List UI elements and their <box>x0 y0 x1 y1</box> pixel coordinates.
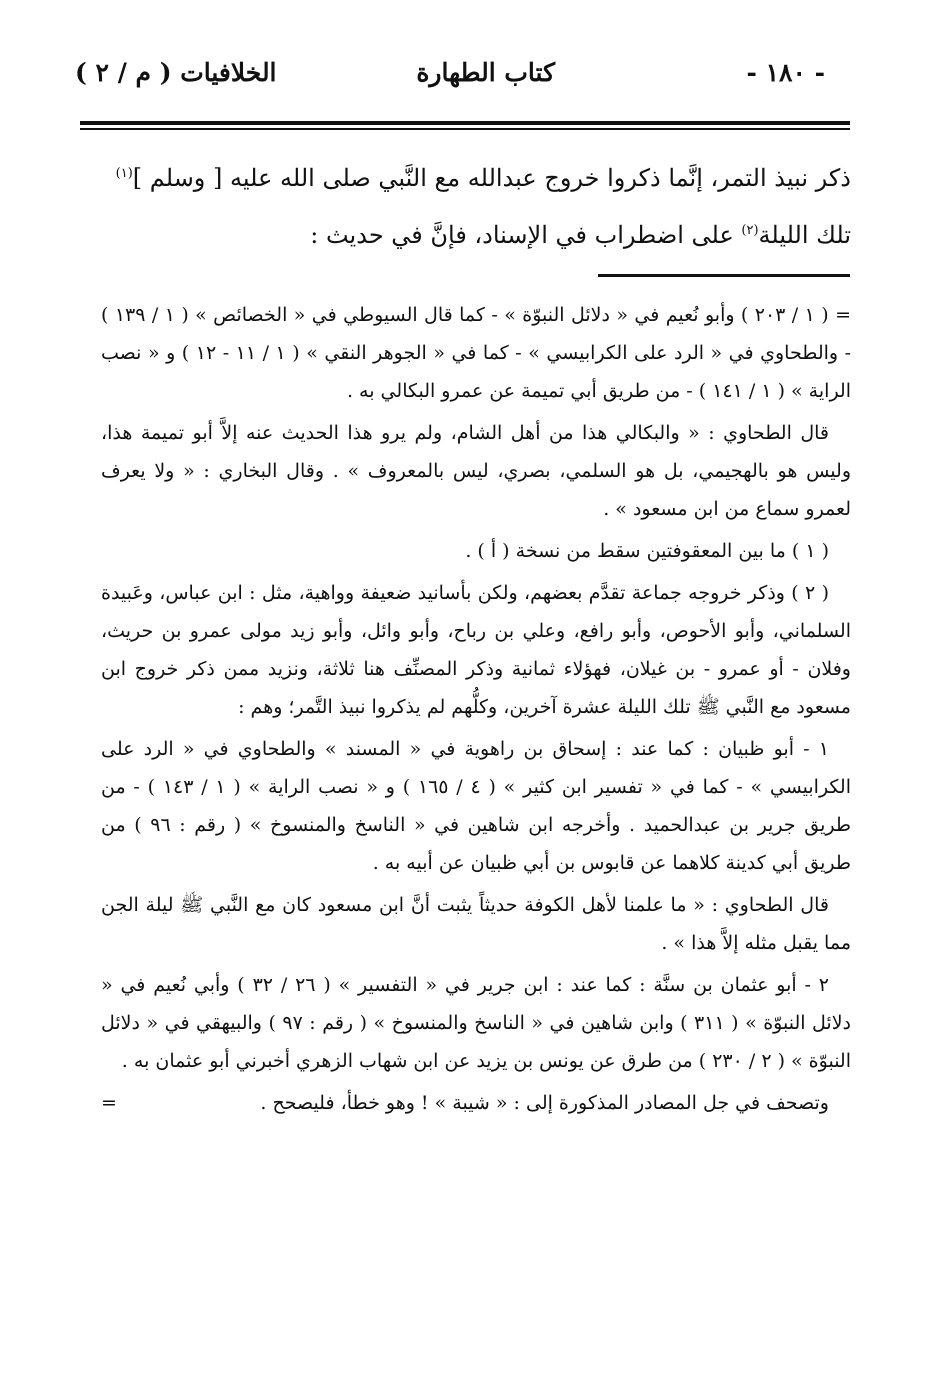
footnote-continued: = ( ١ / ٢٠٣ ) وأبو نُعيم في « دلائل النبوّة » - كما قال السيوطي في « الخصائص » ( ١ / ١٣٩ ) - والطحاوي في « الرد على الكرابيسي » - كما في « الجوهر النقي » ( ١ / ١١ - ١٢ ) و « نصب الراية » ( ١ / ١٤١ ) - من طريق أبي تميمة عن عمرو البكالي به . <box>101 304 852 402</box>
footnote-correction: وتصحف في جل المصادر المذكورة إلى : « شيبة » ! وهو خطأ، فليصحح . <box>260 1092 829 1114</box>
footnotes <box>101 296 851 1122</box>
main-line-2-end: على اضطراب في الإسناد، فإنَّ في حديث : <box>310 221 742 249</box>
continuation-marker: = <box>101 1092 117 1114</box>
section-title: الخلافيات ( م / ٢ ) <box>75 58 277 87</box>
footnote-2: ( ٢ ) وذكر خروجه جماعة تقدَّم بعضهم، ولكن بأسانيد ضعيفة وواهية، مثل : ابن عباس، وعَبيدة السلماني، وأبو الأحوص، وأبو رافع، وعلي بن رباح، وأبو وائل، وأبو زيد مولى عمرو بن حريث، وفلان - أو عمرو - بن غيلان، فهؤلاء ثمانية وذكر المصنِّف هنا ثلاثة، ونزيد ممن ذكر خروج ابن مسعود مع النَّبي ﷺ تلك الليلة عشرة آخرين، وكلُّهم لم يذكروا نبيذ التَّمر؛ وهم : <box>101 582 851 718</box>
footnote-item-1-quote: قال الطحاوي : « ما علمنا لأهل الكوفة حديثاً يثبت أنَّ ابن مسعود كان مع النَّبي ﷺ ليلة الجن مما يقبل مثله إلاَّ هذا » . <box>101 894 851 954</box>
main-line-1 <box>101 150 851 207</box>
header-rule-thick <box>80 121 850 125</box>
footnote-item-1: ١ - أبو ظبيان : كما عند : إسحاق بن راهوية في « المسند » والطحاوي في « الرد على الكرابيسي » - كما في « تفسير ابن كثير » ( ٤ / ١٦٥ ) و « نصب الراية » ( ١ / ١٤٣ ) - من طريق جرير بن عبدالحميد . وأخرجه ابن شاهين في « الناسخ والمنسوخ » ( رقم : ٩٦ ) من طريق أبي كدينة كلاهما عن قابوس بن أبي ظبيان عن أبيه به . <box>101 738 851 874</box>
footnote-separator <box>598 274 850 277</box>
page-header <box>75 58 825 98</box>
footnote-tahawi-quote: قال الطحاوي : « والبكالي هذا من أهل الشام، ولم يرو هذا الحديث عنه إلاَّ أبو تميمة هذا، وليس هو بالهجيمي، بل هو السلمي، بصري، ليس بالمعروف » . وقال البخاري : « ولا يعرف لعمرو سماع من ابن مسعود » . <box>101 422 851 520</box>
book-title: كتاب الطهارة <box>416 58 555 87</box>
main-line-2-start: تلك الليلة <box>758 221 851 249</box>
footnote-1: ( ١ ) ما بين المعقوفتين سقط من نسخة ( أ ) . <box>465 540 829 562</box>
page-number: - ١٨٠ - <box>746 58 825 87</box>
header-rule-thin <box>80 128 850 130</box>
footnote-item-2: ٢ - أبو عثمان بن سنَّة : كما عند : ابن جرير في « التفسير » ( ٢٦ / ٣٢ ) وأبي نُعيم في « دلائل النبوّة » ( ٣١١ ) وابن شاهين في « الناسخ والمنسوخ » ( رقم : ٩٧ ) والبيهقي في « دلائل النبوّة » ( ٢ / ٢٣٠ ) من طرق عن يونس بن يزيد عن ابن شهاب الزهري أخبرني أبو عثمان به . <box>101 974 852 1072</box>
main-line-1-text: ذكر نبيذ التمر، إنَّما ذكروا خروج عبدالله مع النَّبي صلى الله عليه [ وسلم ] <box>132 164 851 192</box>
footnote-last-line <box>101 1084 851 1122</box>
footnote-ref-1: (١) <box>115 166 133 181</box>
main-text <box>101 150 851 264</box>
footnote-ref-2: (٢) <box>741 223 759 238</box>
main-line-2 <box>101 207 851 264</box>
